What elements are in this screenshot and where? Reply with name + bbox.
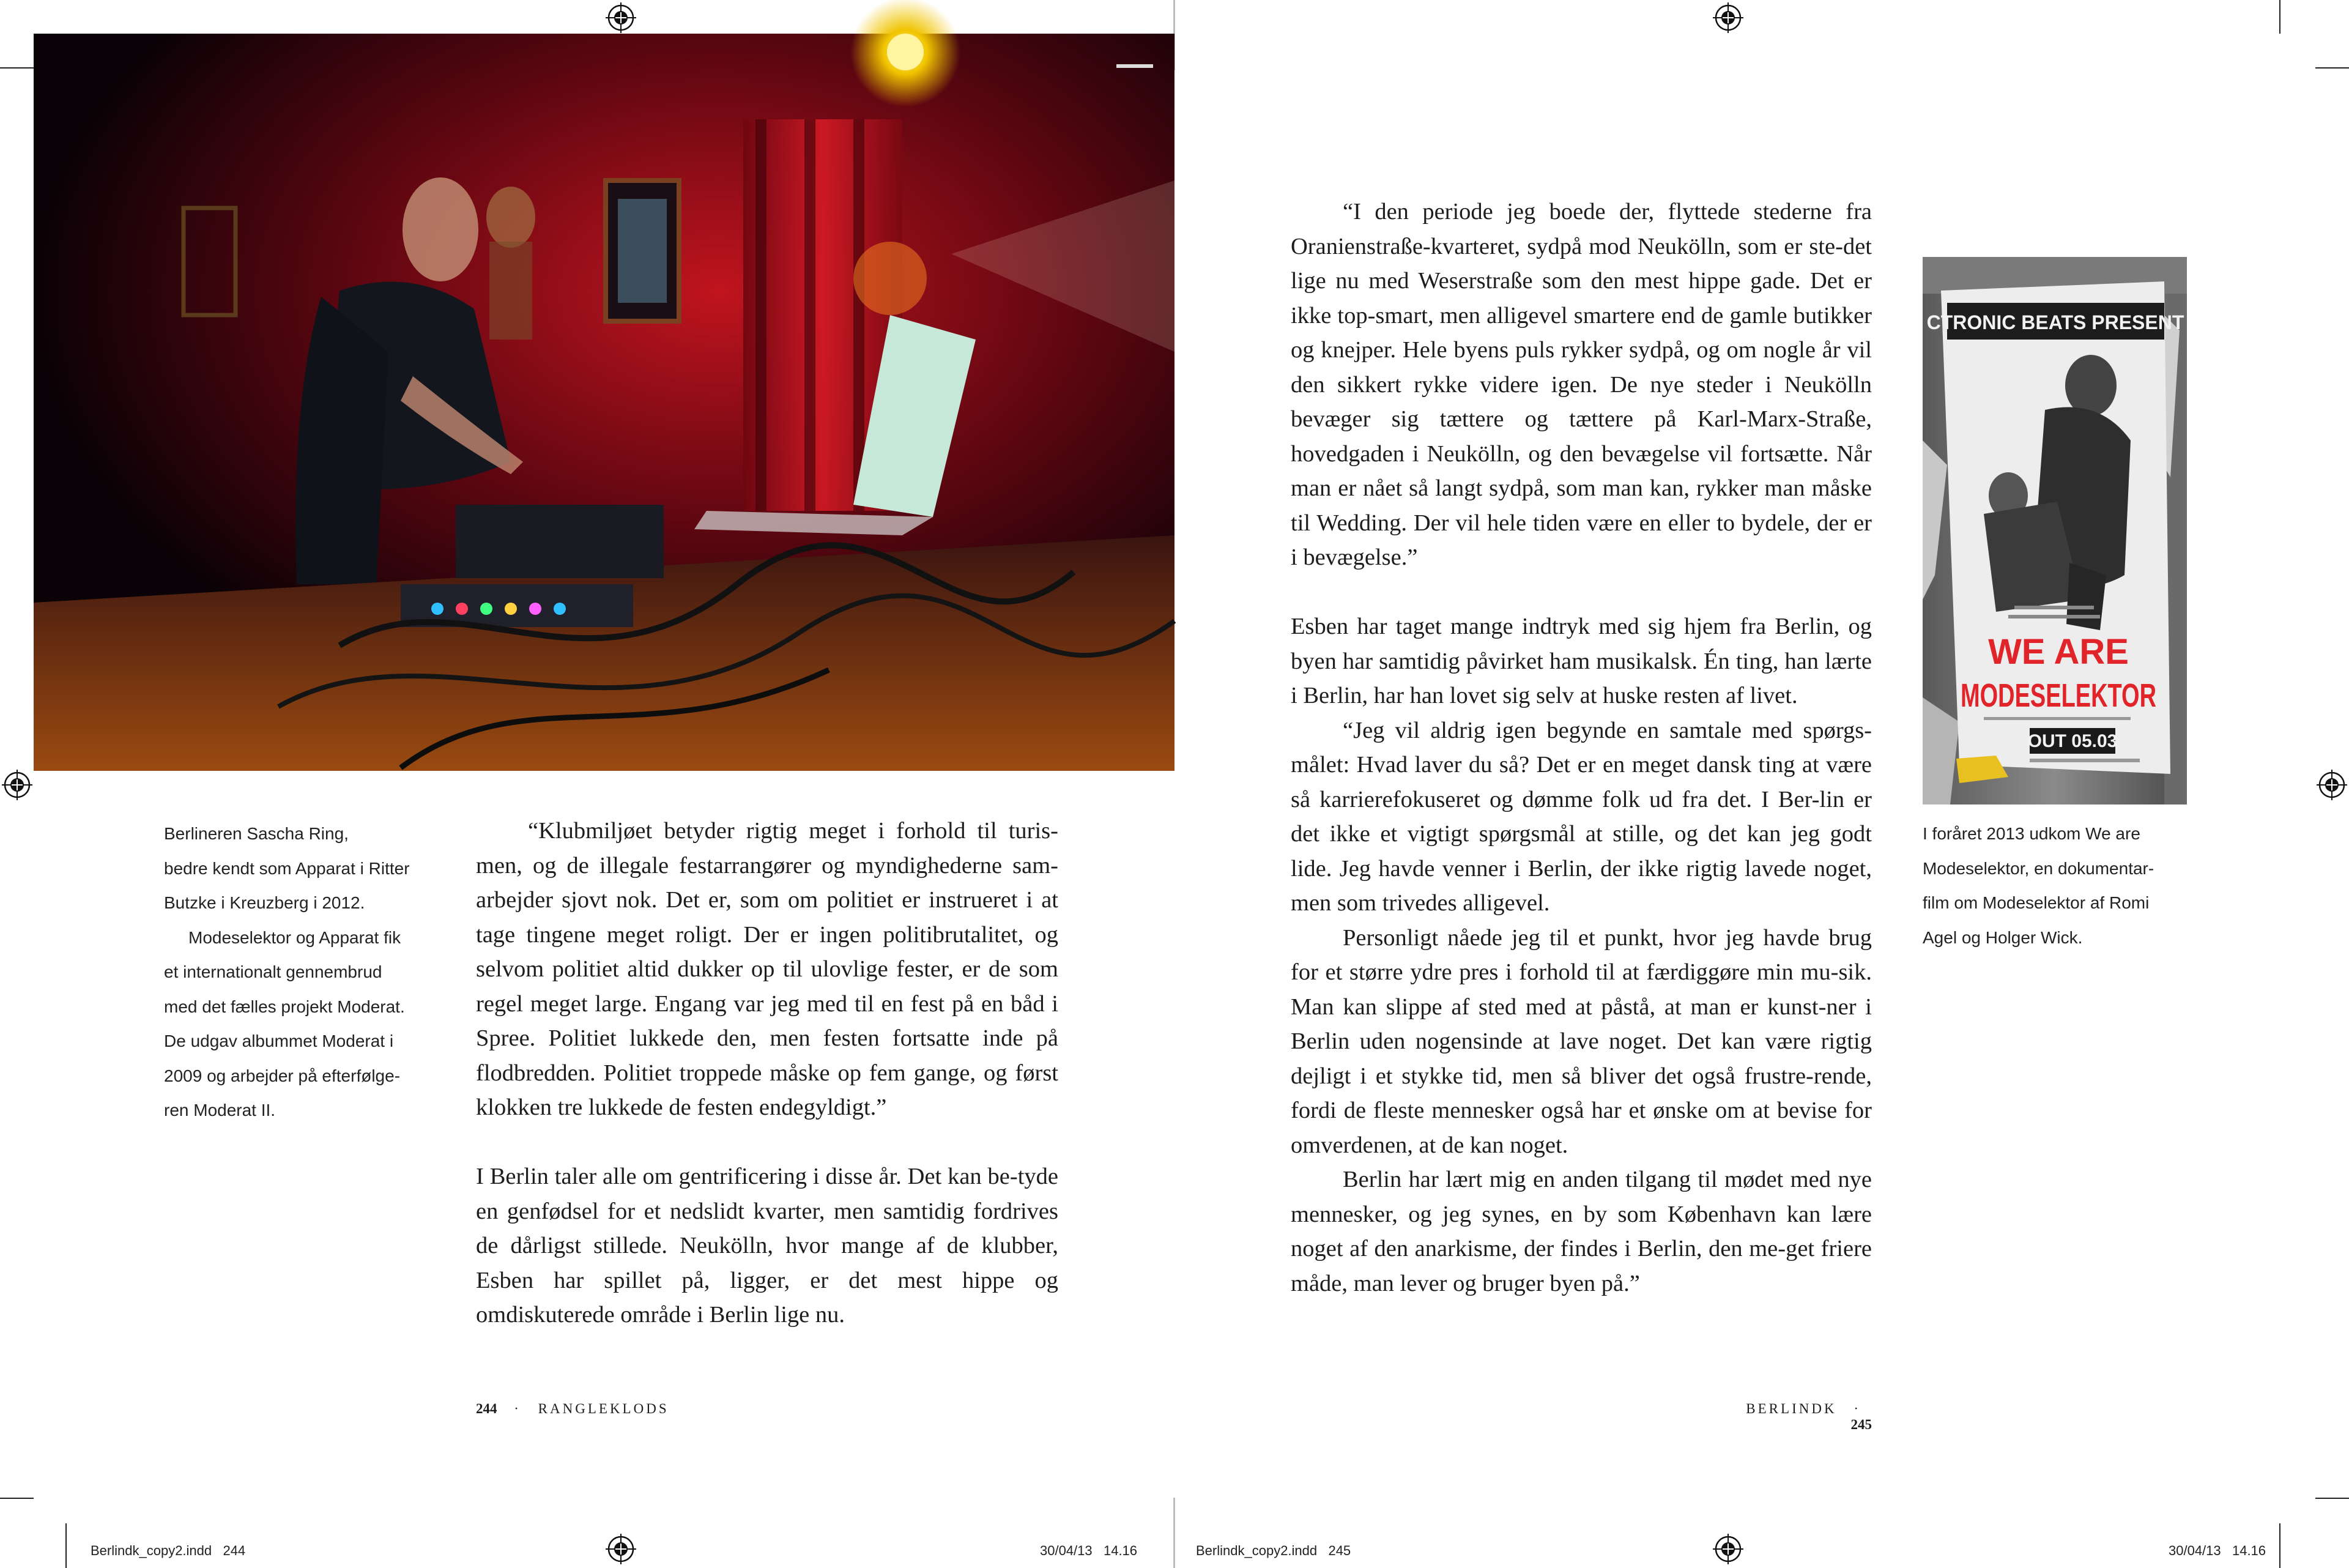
slug-date-left: 30/04/13 14.16: [1040, 1543, 1138, 1558]
poster-date: OUT 05.03: [2027, 731, 2118, 751]
caption-line: Butzke i Kreuzberg i 2012.: [164, 893, 365, 912]
poster-title-line2: MODESELEKTOR: [1961, 677, 2156, 714]
registration-mark-icon: [2, 770, 32, 800]
folio-separator: ·: [514, 1401, 521, 1416]
slug-date-right: 30/04/13 14.16: [2169, 1543, 2266, 1558]
body-text-left: [476, 814, 1058, 1332]
poster-photo-art: [1923, 257, 2187, 804]
crop-mark: [2279, 0, 2280, 34]
crop-mark: [0, 1498, 34, 1499]
page-number: 245: [1850, 1417, 1872, 1432]
caption-line: Modeselektor, en dokumentar-: [1923, 858, 2154, 878]
page-number: 244: [476, 1401, 497, 1416]
caption-line: Berlineren Sascha Ring,: [164, 824, 349, 843]
crop-mark: [2315, 1498, 2349, 1499]
paragraph: “I den periode jeg boede der, flyttede stederne fra Oranienstraße-kvarteret, sydpå mod Neukölln, som er ste-det lige nu med Weserstraße som den mest hippe gade. Det er ikke top-smart, men alligevel smartere end de gamle butikker og knejper. Hele byens puls rykker sydpå, og om nogle år vil den sikkert rykke videre igen. De nye steder i Neukölln bevæger sig tættere og tættere på Karl-Marx-Straße, hovedgaden i Neukölln, og den bevægelse vil fortsætte. Når man er nået så langt sydpå, som man kan, rykker man måske til Wedding. Der vil hele tiden være en eller to bydele, der er i bevægelse.”: [1291, 199, 1872, 570]
registration-mark-icon: [1713, 2, 1743, 33]
slug-file-right: Berlindk_copy2.indd 245: [1196, 1543, 1351, 1558]
crop-mark: [65, 1523, 67, 1568]
paragraph: “Klubmiljøet betyder rigtig meget i forhold til turis-men, og de illegale festarrangører og myndighederne sam-arbejder sjovt nok. Det er, som om politiet er instrueret i at tage tingene meget roligt. Der er ingen politibrutalitet, og selvom politiet altid dukker op til ulovlige fester, er de som regel meget large. Engang var jeg med til en fest på en båd i Spree. Politiet lukkede den, men festen fortsatte inde på flodbredden. Politiet troppede måske op fem gange, og først klokken tre lukkede de festen endegyldigt.”: [476, 818, 1058, 1120]
caption-line: 2009 og arbejder på efterfølge-: [164, 1066, 401, 1085]
gutter-mark: [1173, 1498, 1175, 1568]
paragraph: I Berlin taler alle om gentrificering i disse år. Det kan be-tyde en genfødsel for et nedslidt kvarter, men samtidig fordrives de dårligst stillede. Neukölln, hvor mange af de klubber, Esben har spillet på, ligger, er det mest hippe og omdiskuterede område i Berlin lige nu.: [476, 1164, 1058, 1328]
photo-caption-left: [164, 817, 427, 1128]
caption-line: Agel og Holger Wick.: [1923, 927, 2083, 947]
poster-photo: [1923, 257, 2187, 804]
registration-mark-icon: [2317, 770, 2347, 800]
slug-file-left: Berlindk_copy2.indd 244: [91, 1543, 246, 1558]
caption-line: bedre kendt som Apparat i Ritter: [164, 858, 410, 878]
paragraph: “Jeg vil aldrig igen begynde en samtale med spørgs-målet: Hvad laver du så? Det er en meget dansk ting at være så karrierefokuseret og dømme folk ud fra det. I Ber-lin er det ikke et vigtigt spørgsmål at stille, og det kan jeg godt lide. Jeg havde venner i Berlin, der ikke rigtig lavede noget, men som trivedes alligevel.: [1291, 717, 1872, 916]
caption-line: Modeselektor og Apparat fik: [188, 927, 401, 947]
body-text-right: [1291, 195, 1872, 1301]
paragraph: Berlin har lært mig en anden tilgang til mødet med nye mennesker, og jeg synes, en by som København kan lære noget af den anarkisme, der findes i Berlin, den me-get friere måde, man lever og bruger byen på.”: [1291, 1167, 1872, 1296]
club-photo-art: [34, 34, 1174, 771]
folio-right: [1722, 1401, 1872, 1433]
caption-line: ren Moderat II.: [164, 1101, 276, 1120]
caption-line: De udgav albummet Moderat i: [164, 1031, 394, 1050]
registration-mark-icon: [606, 2, 636, 33]
caption-line: film om Modeselektor af Romi: [1923, 893, 2150, 912]
running-title: BERLINDK: [1746, 1401, 1837, 1416]
photo-caption-right: [1923, 817, 2192, 955]
caption-line: et internationalt gennembrud: [164, 962, 382, 981]
crop-mark: [0, 67, 34, 69]
folio-left: [476, 1401, 669, 1417]
running-title: RANGLEKLODS: [538, 1401, 669, 1416]
caption-line: med det fælles projekt Moderat.: [164, 997, 405, 1016]
poster-top-text: CTRONIC BEATS PRESENT: [1926, 311, 2184, 333]
folio-separator: ·: [1854, 1401, 1861, 1416]
paragraph: Esben har taget mange indtryk med sig hjem fra Berlin, og byen har samtidig påvirket ham musikalsk. Én ting, han lærte i Berlin, har han lovet sig selv at huske resten af livet.: [1291, 614, 1872, 708]
registration-mark-icon: [606, 1534, 636, 1564]
crop-mark: [2279, 1523, 2280, 1568]
poster-title-line1: WE ARE: [1988, 632, 2129, 672]
registration-mark-icon: [1713, 1534, 1743, 1564]
crop-mark: [2315, 67, 2349, 69]
club-photo: [34, 34, 1174, 771]
caption-line: I foråret 2013 udkom We are: [1923, 824, 2140, 843]
paragraph: Personligt nåede jeg til et punkt, hvor jeg havde brug for et større ydre pres i forhold til at færdiggøre min mu-sik. Man kan slippe af sted med at påstå, at man er kunst-ner i Berlin uden nogensinde at lave noget. Det kan være rigtig dejligt i et stykke tid, men så bliver det også frustre-rende, fordi de fleste mennesker også har et ønske om at bevise for omverdenen, at de kan noget.: [1291, 924, 1872, 1158]
